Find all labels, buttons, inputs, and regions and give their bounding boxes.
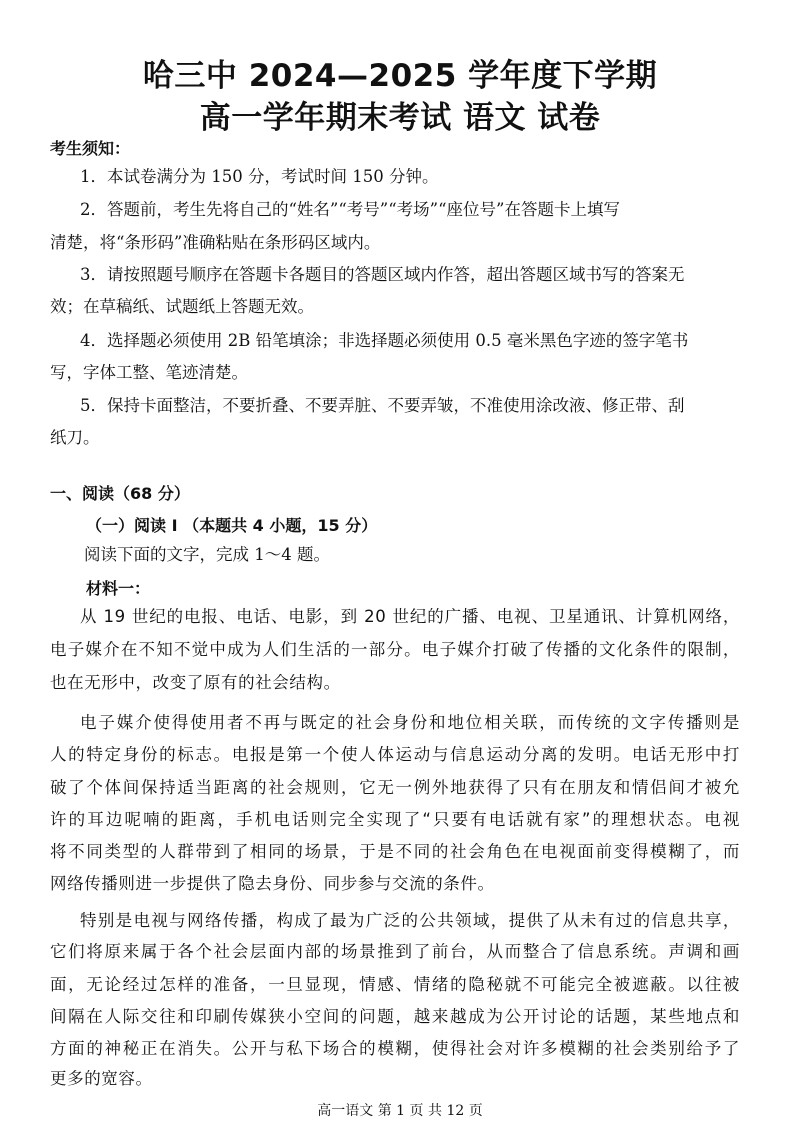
notice-line: 清楚，将“条形码”准确粘贴在条形码区域内。 xyxy=(50,233,381,252)
notice-line: 3．请按照题号顺序在答题卡各题目的答题区域内作答，超出答题区域书写的答案无 xyxy=(80,265,685,284)
notice-line: 纸刀。 xyxy=(50,428,100,447)
notice-line: 2．答题前，考生先将自己的“姓名”“考号”“考场”“座位号”在答题卡上填写 xyxy=(80,200,620,219)
reading-instruction: 阅读下面的文字，完成 1～4 题。 xyxy=(84,545,330,564)
subsection-heading: （一）阅读 I （本题共 4 小题，15 分） xyxy=(86,516,378,535)
passage-line: 破了个体间保持适当距离的社会规则，它无一例外地获得了只有在朋友和情侣间才被允 xyxy=(50,778,740,797)
material-label: 材料一： xyxy=(86,579,151,598)
passage-line: 从 19 世纪的电报、电话、电影，到 20 世纪的广播、电视、卫星通讯、计算机网络， xyxy=(80,607,740,626)
notice-line: 写，字体工整、笔迹清楚。 xyxy=(50,363,248,382)
passage-line: 特别是电视与网络传播，构成了最为广泛的公共领域，提供了从未有过的信息共享， xyxy=(80,911,740,930)
passage-line: 电子媒介在不知不觉中成为人们生活的一部分。电子媒介打破了传播的文化条件的限制， xyxy=(50,640,740,659)
passage-line: 更多的宽容。 xyxy=(50,1069,153,1088)
passage-line: 许的耳边呢喃的距离，手机电话则完全实现了“只要有电话就有家”的理想状态。电视 xyxy=(50,810,740,829)
passage-line: 它们将原来属于各个社会层面内部的场景推到了前台，从而整合了信息系统。声调和画 xyxy=(50,942,740,961)
notice-line: 5．保持卡面整洁，不要折叠、不要弄脏、不要弄皱，不准使用涂改液、修正带、刮 xyxy=(80,396,685,415)
passage-line: 人的特定身份的标志。电报是第一个使人体运动与信息运动分离的发明。电话无形中打 xyxy=(50,745,740,764)
notice-line: 1．本试卷满分为 150 分，考试时间 150 分钟。 xyxy=(80,167,439,186)
passage-line: 网络传播则进一步提供了隐去身份、同步参与交流的条件。 xyxy=(50,874,495,893)
notice-heading: 考生须知： xyxy=(50,139,131,158)
passage-line: 也在无形中，改变了原有的社会结构。 xyxy=(50,673,341,692)
passage-line: 将不同类型的人群带到了相同的场景，于是不同的社会角色在电视面前变得模糊了，而 xyxy=(50,842,740,861)
passage-line: 面，无论经过怎样的准备，一旦显现，情感、情绪的隐秘就不可能完全被遮蔽。以往被 xyxy=(50,975,740,994)
passage-line: 方面的神秘正在消失。公开与私下场合的模糊，使得社会对许多模糊的社会类别给予了 xyxy=(50,1039,740,1058)
section-heading: 一、阅读（68 分） xyxy=(50,484,190,503)
exam-title-line1: 哈三中 2024—2025 学年度下学期 xyxy=(142,58,658,94)
passage-line: 电子媒介使得使用者不再与既定的社会身份和地位相关联，而传统的文字传播则是 xyxy=(80,713,740,732)
passage-line: 间隔在人际交往和印刷传媒狭小空间的问题，越来越成为公开讨论的话题，某些地点和 xyxy=(50,1007,740,1026)
notice-line: 4．选择题必须使用 2B 铅笔填涂；非选择题必须使用 0.5 毫米黑色字迹的签字笔书 xyxy=(80,331,689,350)
notice-line: 效；在草稿纸、试题纸上答题无效。 xyxy=(50,297,314,316)
page-footer: 高一语文 第 1 页 共 12 页 xyxy=(317,1103,483,1119)
exam-title-line2: 高一学年期末考试 语文 试卷 xyxy=(199,100,601,136)
